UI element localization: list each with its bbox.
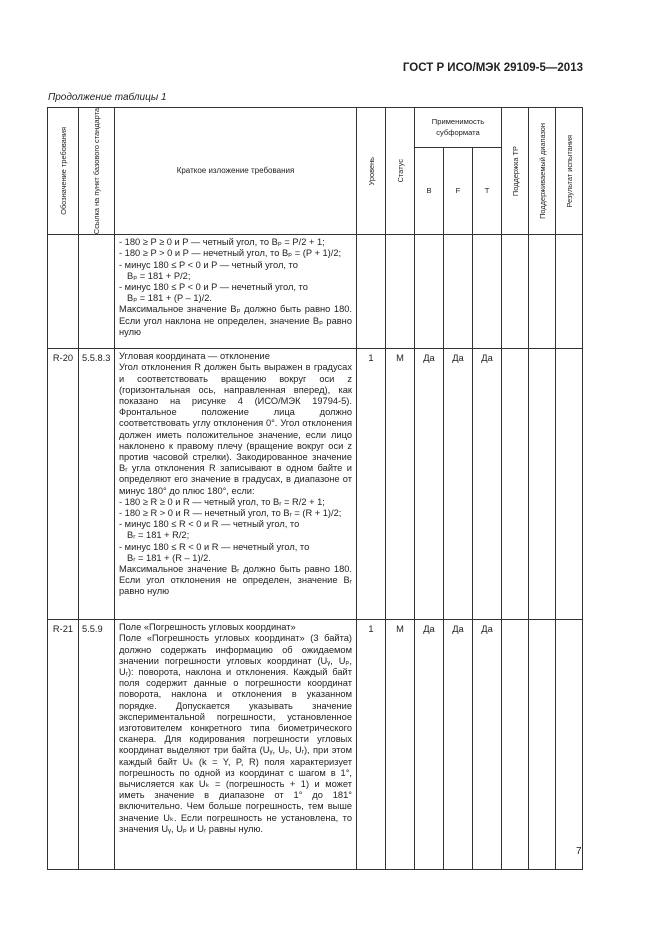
row-description xyxy=(115,349,357,620)
desc-line: - минус 180 ≤ P < 0 и P — нечетный угол, то xyxy=(119,281,308,292)
row-level xyxy=(357,235,386,349)
desc-line: - минус 180 ≤ R < 0 и R — нечетный угол, то xyxy=(119,541,310,552)
row-status xyxy=(386,235,415,349)
standard-designation: ГОСТ Р ИСО/МЭК 29109-5—2013 xyxy=(402,62,583,74)
row-description xyxy=(115,235,357,349)
desc-line: Bₚ = 181 + (P – 1)/2. xyxy=(127,293,212,304)
row-tp xyxy=(502,235,529,349)
col-header-b: B xyxy=(415,147,444,234)
row-id: R-21 xyxy=(48,620,79,870)
col-header-f: F xyxy=(444,147,473,234)
col-header-tp: Поддержка ТР xyxy=(502,108,529,235)
desc-line: - 180 ≥ P ≥ 0 и P — четный угол, то Bₚ = P/2 + 1; xyxy=(119,237,325,248)
desc-line: - 180 ≥ R > 0 и R — нечетный угол, то Bᵣ = (R + 1)/2; xyxy=(119,507,342,518)
row-b: Да xyxy=(415,620,444,870)
requirements-table xyxy=(47,107,583,870)
desc-line: Угол отклонения R должен быть выражен в градусах и соответствовать вращению вокруг оси z (горизонтальная ось, направленная вперед), как показано на рисунке 4 (ИСО/МЭК 19794-5). Фронтальное положение лица должно соответствовать углу отклонения 0°. Угол отклонения должен иметь положительное значение, если лицо наклонено к правому плечу (вращение вокруг оси z против часовой стрелки). Закодированное значение Bᵣ угла отклонения R записывают в одном байте и определяют его значение в градусах, в диапазоне от минус 180° до плюс 180°, если: xyxy=(119,362,352,496)
row-id: R-20 xyxy=(48,349,79,620)
row-f xyxy=(444,235,473,349)
col-header-applicability: Применимость субформата xyxy=(415,108,502,148)
col-header-ref: Ссылка на пункт базового стандарта xyxy=(79,108,115,235)
desc-line: Угловая координата — отклонение xyxy=(119,351,270,362)
row-range xyxy=(529,349,556,620)
row-range xyxy=(529,235,556,349)
row-f: Да xyxy=(444,620,473,870)
desc-line: Bᵣ = 181 + (R – 1)/2. xyxy=(127,552,211,563)
row-tp xyxy=(502,620,529,870)
desc-line: Bᵣ = 181 + R/2; xyxy=(127,530,190,541)
row-b xyxy=(415,235,444,349)
col-header-status: Статус xyxy=(386,108,415,235)
desc-line: Поле «Погрешность угловых координат» xyxy=(119,622,296,633)
row-ref: 5.5.9 xyxy=(79,620,115,870)
desc-line: - минус 180 ≤ P < 0 и P — четный угол, то xyxy=(119,259,298,270)
row-t: Да xyxy=(473,620,502,870)
table-row xyxy=(48,235,583,349)
col-header-level: Уровень xyxy=(357,108,386,235)
header-row-1 xyxy=(48,108,583,148)
desc-line: Максимальное значение Bₚ должно быть равно 180. Если угол наклона не определен, значение Bₚ равно нулю xyxy=(119,304,352,337)
row-f: Да xyxy=(444,349,473,620)
desc-line: Максимальное значение Bᵣ должно быть равно 180. Если угол отклонения не определен, значение Bᵣ равно нулю xyxy=(119,563,352,597)
row-result xyxy=(556,349,583,620)
table-row xyxy=(48,620,583,870)
row-t xyxy=(473,235,502,349)
col-header-t: T xyxy=(473,147,502,234)
row-t: Да xyxy=(473,349,502,620)
table-caption: Продолжение таблицы 1 xyxy=(48,92,167,103)
row-range xyxy=(529,620,556,870)
desc-line: Поле «Погрешность угловых координат» (3 байта) должно содержать информацию об ожидаемом значении погрешности угловых координат (Uᵧ, Uₚ, Uᵣ): поворота, наклона и отклонения. Каждый байт поля содержит данные о погрешности координат поворота, наклона и отклонения в указанном порядке. Допускается указывать значение экспериментальной погрешности, установленное изготовителем конкретного типа биометрического сканера. Для кодирования погрешности угловых координат выделяют три байта (Uᵧ, Uₚ, Uᵣ), при этом каждый байт Uₖ (k = Y, P, R) поля характеризует погрешность по одной из координат с шагом в 1°, вычисляется как Uₖ = (погрешность + 1) и может иметь значение в диапазоне от 1° до 181° включительно. Чем больше погрешность, тем выше значение Uₖ. Если погрешность не установлена, то значения Uᵧ, Uₚ и Uᵣ равны нулю. xyxy=(119,633,352,834)
col-header-result: Результат испытания xyxy=(556,108,583,235)
desc-line: - 180 ≥ P > 0 и P — нечетный угол, то Bₚ = (P + 1)/2; xyxy=(119,248,342,259)
row-tp xyxy=(502,349,529,620)
row-result xyxy=(556,235,583,349)
row-b: Да xyxy=(415,349,444,620)
desc-line: - минус 180 ≤ R < 0 и R — четный угол, то xyxy=(119,519,300,530)
row-description xyxy=(115,620,357,870)
col-header-desc: Краткое изложение требования xyxy=(115,108,357,235)
row-status: M xyxy=(386,349,415,620)
col-header-id: Обозначение требования xyxy=(48,108,79,235)
row-level: 1 xyxy=(357,620,386,870)
row-id xyxy=(48,235,79,349)
page-number: 7 xyxy=(576,846,582,857)
desc-line: Bₚ = 181 + P/2; xyxy=(127,270,191,281)
row-level: 1 xyxy=(357,349,386,620)
row-result xyxy=(556,620,583,870)
row-status: M xyxy=(386,620,415,870)
desc-line: - 180 ≥ R ≥ 0 и R — четный угол, то Bᵣ = R/2 + 1; xyxy=(119,496,325,507)
row-ref xyxy=(79,235,115,349)
table-row xyxy=(48,349,583,620)
col-header-range: Поддерживаемый диапазон xyxy=(529,108,556,235)
row-ref: 5.5.8.3 xyxy=(79,349,115,620)
